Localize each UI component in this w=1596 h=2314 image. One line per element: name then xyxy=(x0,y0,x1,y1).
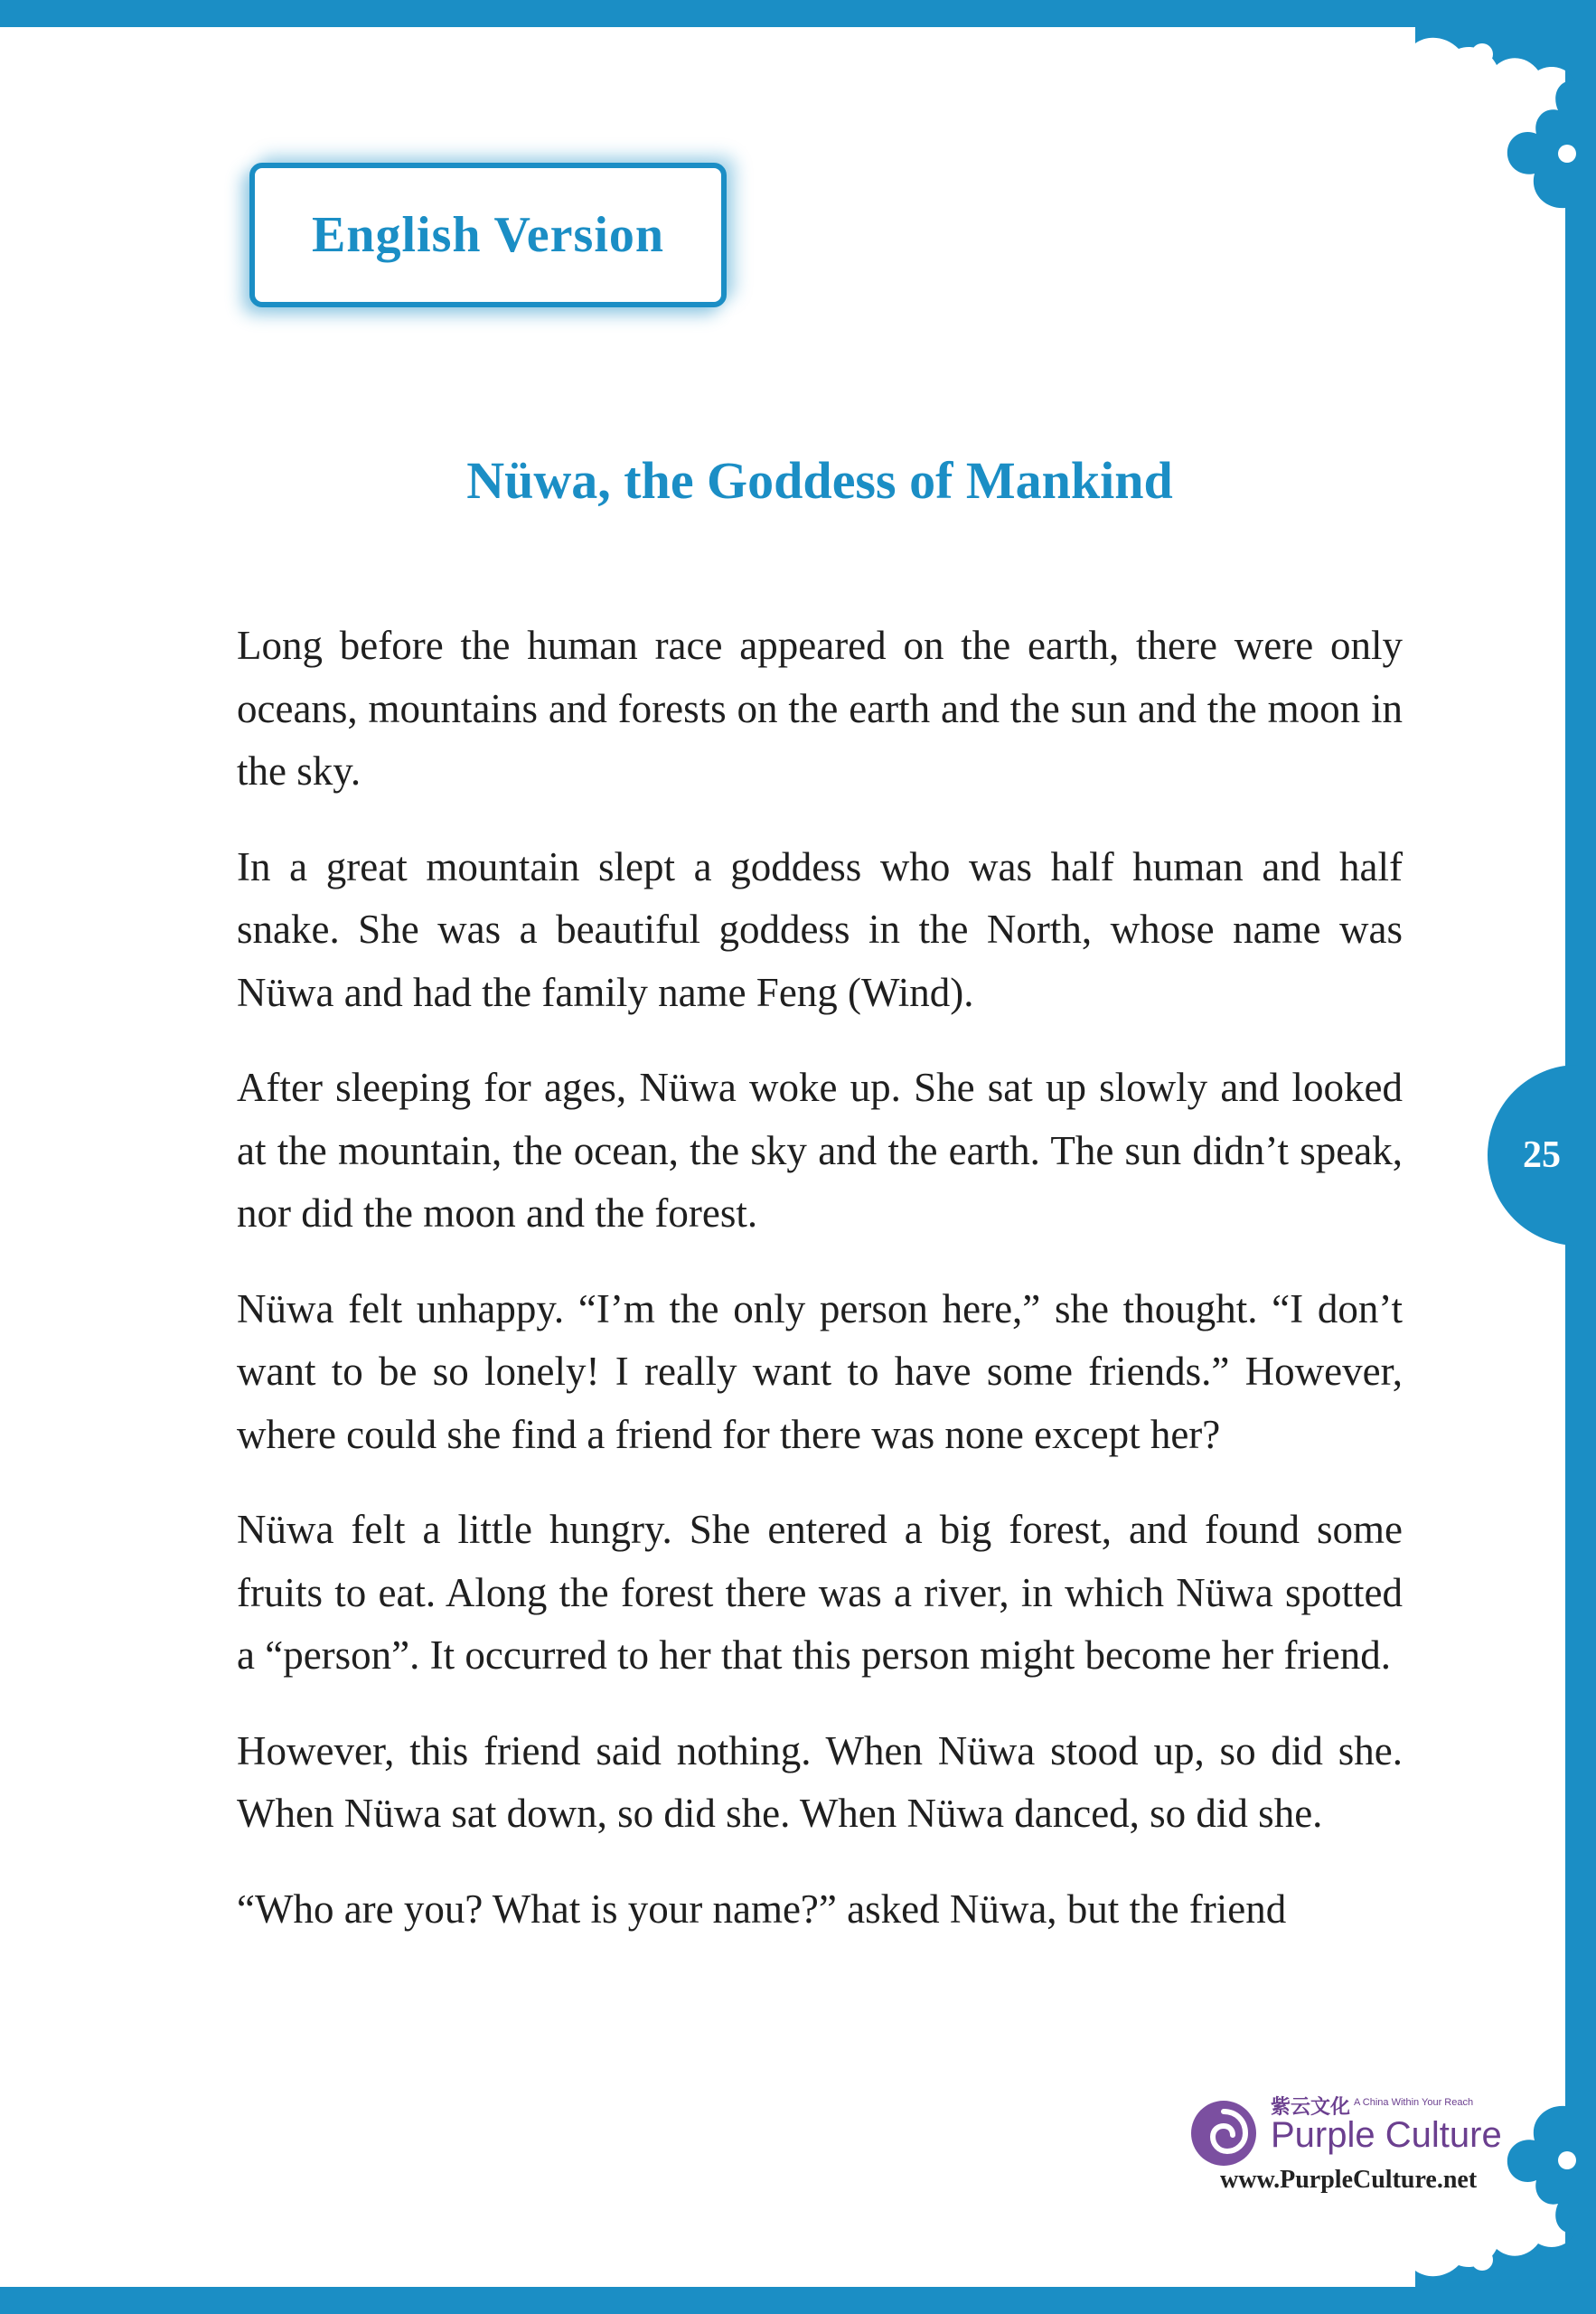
page-border-top xyxy=(0,0,1596,27)
paragraph: After sleeping for ages, Nüwa woke up. She sat up slowly and looked at the mountain, the ocean, the sky and the earth. The sun didn’t speak, nor did the moon and the forest. xyxy=(237,1065,1403,1236)
story-title: Nüwa, the Goddess of Mankind xyxy=(466,451,1173,510)
paragraph: Nüwa felt unhappy. “I’m the only person here,” she thought. “I don’t want to be so lonely! I really want to have some friends.” However, where could she find a friend for there was none except her? xyxy=(237,1285,1403,1457)
paragraph: Long before the human race appeared on the earth, there were only oceans, mountains and forests on the earth and the sun and the moon in the sky. xyxy=(237,623,1403,794)
cloud-ornament-icon xyxy=(1374,0,1596,235)
purple-culture-logo-icon xyxy=(1189,2099,1258,2168)
paragraph: Nüwa felt a little hungry. She entered a big forest, and found some fruits to eat. Along the forest there was a river, in which Nüwa spotted a “person”. It occurred to her that this person might become her friend. xyxy=(237,1507,1403,1678)
watermark-brand: Purple Culture xyxy=(1271,2115,1502,2155)
paragraph: “Who are you? What is your name?” asked Nüwa, but the friend xyxy=(237,1886,1287,1932)
paragraph: In a great mountain slept a goddess who was half human and half snake. She was a beautiful goddess in the North, whose name was Nüwa and had the family name Feng (Wind). xyxy=(237,843,1403,1015)
paragraph: However, this friend said nothing. When Nüwa stood up, so did she. When Nüwa sat down, so did she. When Nüwa danced, so did she. xyxy=(237,1727,1403,1836)
watermark-chinese-text: 紫云文化 xyxy=(1271,2096,1351,2119)
page-border-bottom xyxy=(0,2287,1596,2314)
watermark xyxy=(1189,2079,1551,2206)
version-label: English Version xyxy=(249,163,727,307)
watermark-slogan: A China Within Your Reach xyxy=(1354,2097,1474,2108)
story-body xyxy=(237,615,1403,1973)
watermark-url: www.PurpleCulture.net xyxy=(1220,2166,1478,2194)
page-number: 25 xyxy=(1523,1134,1561,1176)
